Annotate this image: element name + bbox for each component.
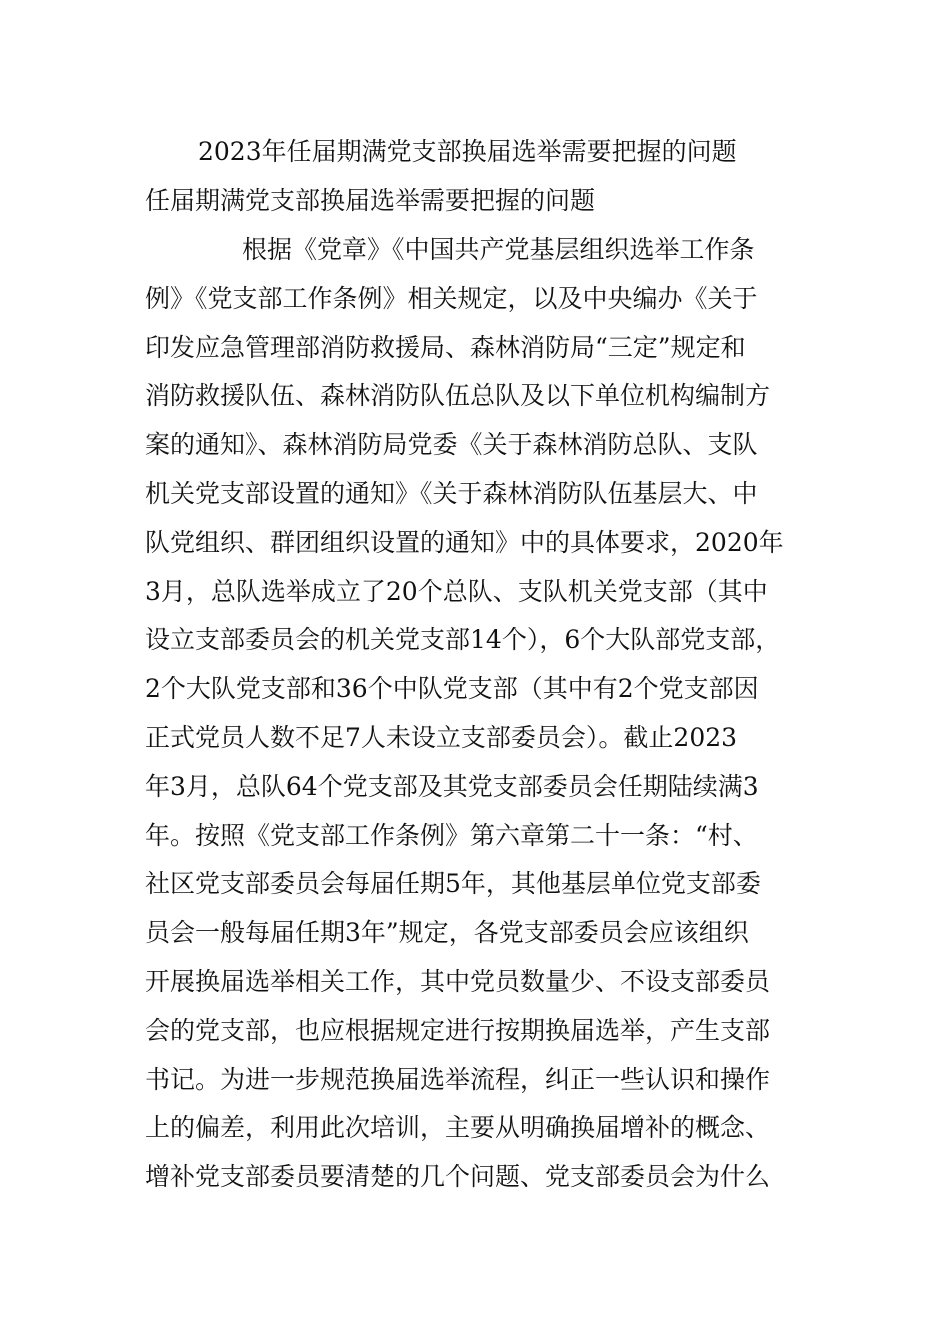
paragraph-line: 印发应急管理部消防救援局、森林消防局“三定”规定和 [145, 332, 746, 362]
paragraph-line: 2个大队党支部和36个中队党支部（其中有2个党支部因 [145, 674, 759, 704]
document-subtitle: 任届期满党支部换届选举需要把握的问题 [145, 186, 596, 215]
paragraph-line: 社区党支部委员会每届任期5年，其他基层单位党支部委 [145, 869, 761, 899]
paragraph-line: 会的党支部，也应根据规定进行按期换届选举，产生支部 [145, 1015, 771, 1045]
body-paragraph [145, 230, 835, 1206]
paragraph-line: 3月，总队选举成立了20个总队、支队机关党支部（其中 [145, 576, 768, 606]
paragraph-line: 队党组织、群团组织设置的通知》中的具体要求，2020年 [145, 527, 784, 557]
paragraph-line: 例》《党支部工作条例》相关规定，以及中央编办《关于 [145, 283, 758, 313]
document-title: 2023年任届期满党支部换届选举需要把握的问题 [198, 137, 737, 166]
paragraph-line: 机关党支部设置的通知》《关于森林消防队伍基层大、中 [145, 478, 758, 508]
paragraph-line: 书记。为进一步规范换届选举流程，纠正一些认识和操作 [145, 1064, 771, 1094]
paragraph-line: 案的通知》、森林消防局党委《关于森林消防总队、支队 [145, 430, 758, 460]
paragraph-line: 年。按照《党支部工作条例》第六章第二十一条：“村、 [145, 820, 758, 850]
paragraph-line: 根据《党章》《中国共产党基层组织选举工作条 [242, 235, 755, 264]
paragraph-line: 年3月，总队64个党支部及其党支部委员会任期陆续满3 [145, 771, 759, 801]
paragraph-line: 开展换届选举相关工作，其中党员数量少、不设支部委员 [145, 966, 771, 996]
paragraph-line: 消防救援队伍、森林消防队伍总队及以下单位机构编制方 [145, 381, 771, 411]
paragraph-line: 增补党支部委员要清楚的几个问题、党支部委员会为什么 [145, 1162, 771, 1192]
paragraph-line: 上的偏差，利用此次培训，主要从明确换届增补的概念、 [145, 1113, 771, 1143]
paragraph-line: 设立支部委员会的机关党支部14个），6个大队部党支部， [145, 625, 781, 655]
paragraph-line: 员会一般每届任期3年”规定，各党支部委员会应该组织 [145, 918, 749, 948]
paragraph-line: 正式党员人数不足7人未设立支部委员会）。截止2023 [145, 722, 738, 752]
